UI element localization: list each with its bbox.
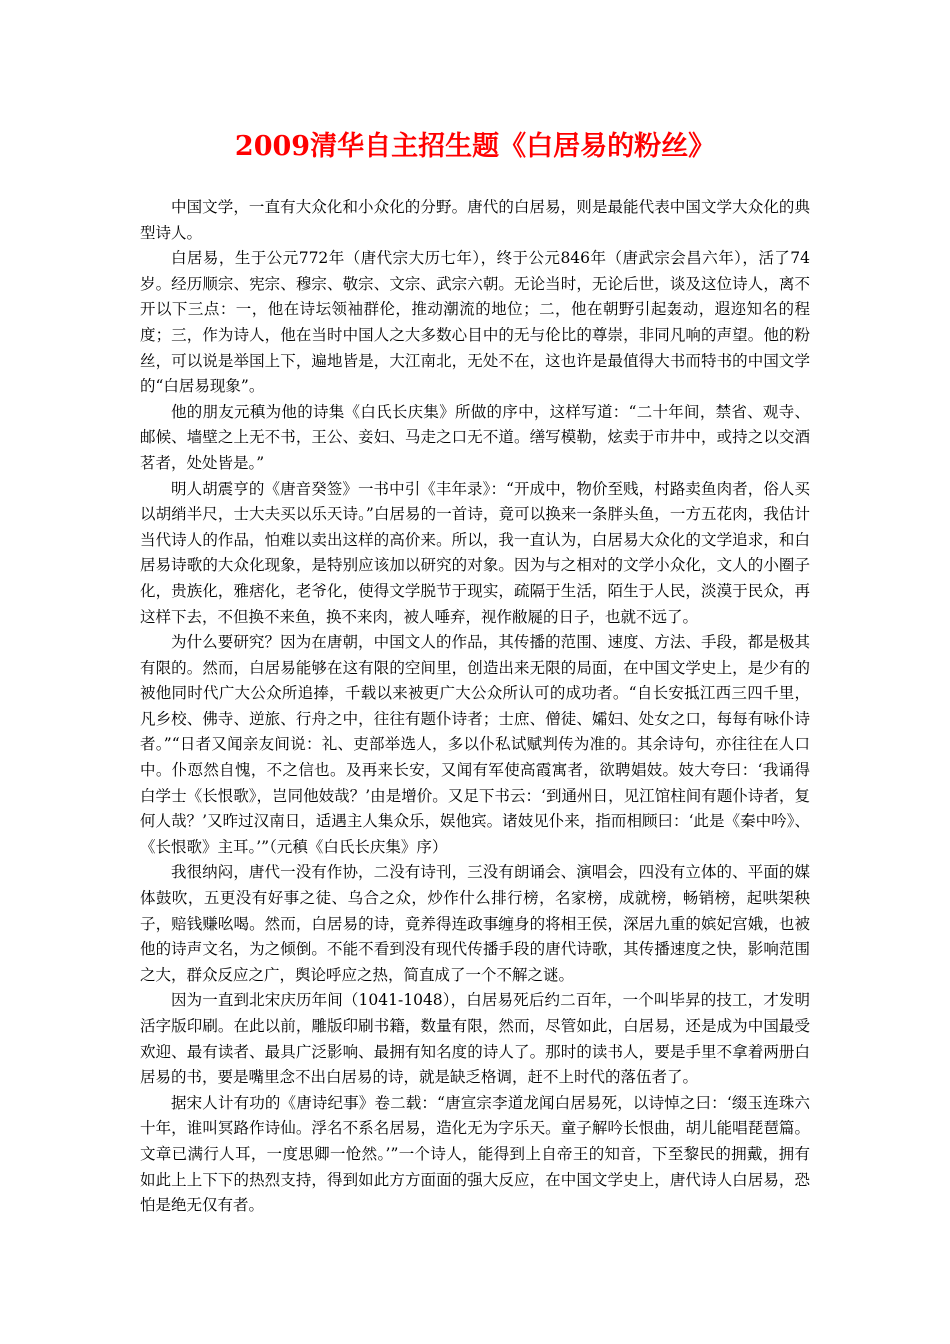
paragraph: 中国文学，一直有大众化和小众化的分野。唐代的白居易，则是最能代表中国文学大众化的典型诗人。 — [140, 198, 810, 242]
paragraph: 白居易，生于公元772年（唐代宗大历七年），终于公元846年（唐武宗会昌六年），活了74岁。经历顺宗、宪宗、穆宗、敬宗、文宗、武宗六朝。无论当时，无论后世，谈及这位诗人，离不开以下三点：一，他在诗坛领袖群伦，推动潮流的地位；二，他在朝野引起轰动，遐迩知名的程度；三，作为诗人，他在当时中国人之大多数心目中的无与伦比的尊崇，非同凡响的声望。他的粉丝，可以说是举国上下，遍地皆是，大江南北，无处不在，这也许是最值得大书而特书的中国文学的“白居易现象”。 — [140, 249, 810, 396]
paragraph: 因为一直到北宋庆历年间（1041-1048），白居易死后约二百年，一个叫毕昇的技工，才发明活字版印刷。在此以前，雕版印刷书籍，数量有限，然而，尽管如此，白居易，还是成为中国最受欢迎、最有读者、最具广泛影响、最拥有知名度的诗人了。那时的读书人，要是手里不拿着两册白居易的书，要是嘴里念不出白居易的诗，就是缺乏格调，赶不上时代的落伍者了。 — [140, 991, 810, 1087]
paragraph: 我很纳闷，唐代一没有作协，二没有诗刊，三没有朗诵会、演唱会，四没有立体的、平面的媒体鼓吹，五更没有好事之徒、乌合之众，炒作什么排行榜，名家榜，成就榜，畅销榜，起哄架秧子，赔钱赚吆喝。然而，白居易的诗，竟养得连政事缠身的将相王侯，深居九重的嫔妃宫娥，也被他的诗声文名，为之倾倒。不能不看到没有现代传播手段的唐代诗歌，其传播速度之快，影响范围之大，群众反应之广，舆论呼应之热，简直成了一个不解之谜。 — [140, 863, 810, 984]
paragraph: 明人胡震亨的《唐音癸签》一书中引《丰年录》：“开成中，物价至贱，村路卖鱼肉者，俗人买以胡绡半尺，士大夫买以乐天诗。”白居易的一首诗，竟可以换来一条胖头鱼，一方五花肉，我估计当代诗人的作品，怕难以卖出这样的高价来。所以，我一直认为，白居易大众化的文学追求，和白居易诗歌的大众化现象，是特别应该加以研究的对象。因为与之相对的文学小众化，文人的小圈子化，贵族化，雅痞化，老爷化，使得文学脱节于现实，疏隔于生活，陌生于人民，淡漠于民众，再这样下去，不但换不来鱼，换不来肉，被人唾弃，视作敝屣的日子，也就不远了。 — [140, 479, 810, 626]
paragraph: 据宋人计有功的《唐诗纪事》卷二载：“唐宣宗李道龙闻白居易死，以诗悼之曰：‘缀玉连珠六十年，谁叫冥路作诗仙。浮名不系名居易，造化无为字乐天。童子解吟长恨曲，胡儿能唱琵琶篇。文章已满行人耳，一度思卿一怆然。’”一个诗人，能得到上自帝王的知音，下至黎民的拥戴，拥有如此上上下下的热烈支持，得到如此方方面面的强大反应，在中国文学史上，唐代诗人白居易，恐怕是绝无仅有者。 — [140, 1093, 810, 1215]
paragraph: 为什么要研究？因为在唐朝，中国文人的作品，其传播的范围、速度、方法、手段，都是极其有限的。然而，白居易能够在这有限的空间里，创造出来无限的局面，在中国文学史上，是少有的被他同时代广大公众所追捧，千载以来被更广大公众所认可的成功者。“自长安抵江西三四千里，凡乡校、佛寺、逆旅、行舟之中，往往有题仆诗者；士庶、僧徒、孀妇、处女之口，每每有咏仆诗者。”“日者又闻亲友间说：礼、吏部举选人，多以仆私试赋判传为准的。其余诗句，亦往往在人口中。仆恧然自愧，不之信也。及再来长安，又闻有军使高霞寓者，欲聘娼妓。妓大夸曰：‘我诵得白学士《长恨歌》，岂同他妓哉？’由是增价。又足下书云：‘到通州日，见江馆柱间有题仆诗者，复何人哉？’又昨过汉南日，适遇主人集众乐，娱他宾。诸妓见仆来，指而相顾曰：‘此是《秦中吟》、《长恨歌》主耳。’”（元稹《白氏长庆集》序） — [140, 633, 810, 856]
document-title: 2009清华自主招生题《白居易的粉丝》 — [234, 131, 716, 162]
paragraph: 他的朋友元稹为他的诗集《白氏长庆集》所做的序中，这样写道：“二十年间，禁省、观寺、邮候、墙壁之上无不书，王公、妾妇、马走之口无不道。缮写模勒，炫卖于市井中，或持之以交酒茗者，处处皆是。” — [140, 402, 810, 472]
document-body — [140, 195, 810, 1219]
